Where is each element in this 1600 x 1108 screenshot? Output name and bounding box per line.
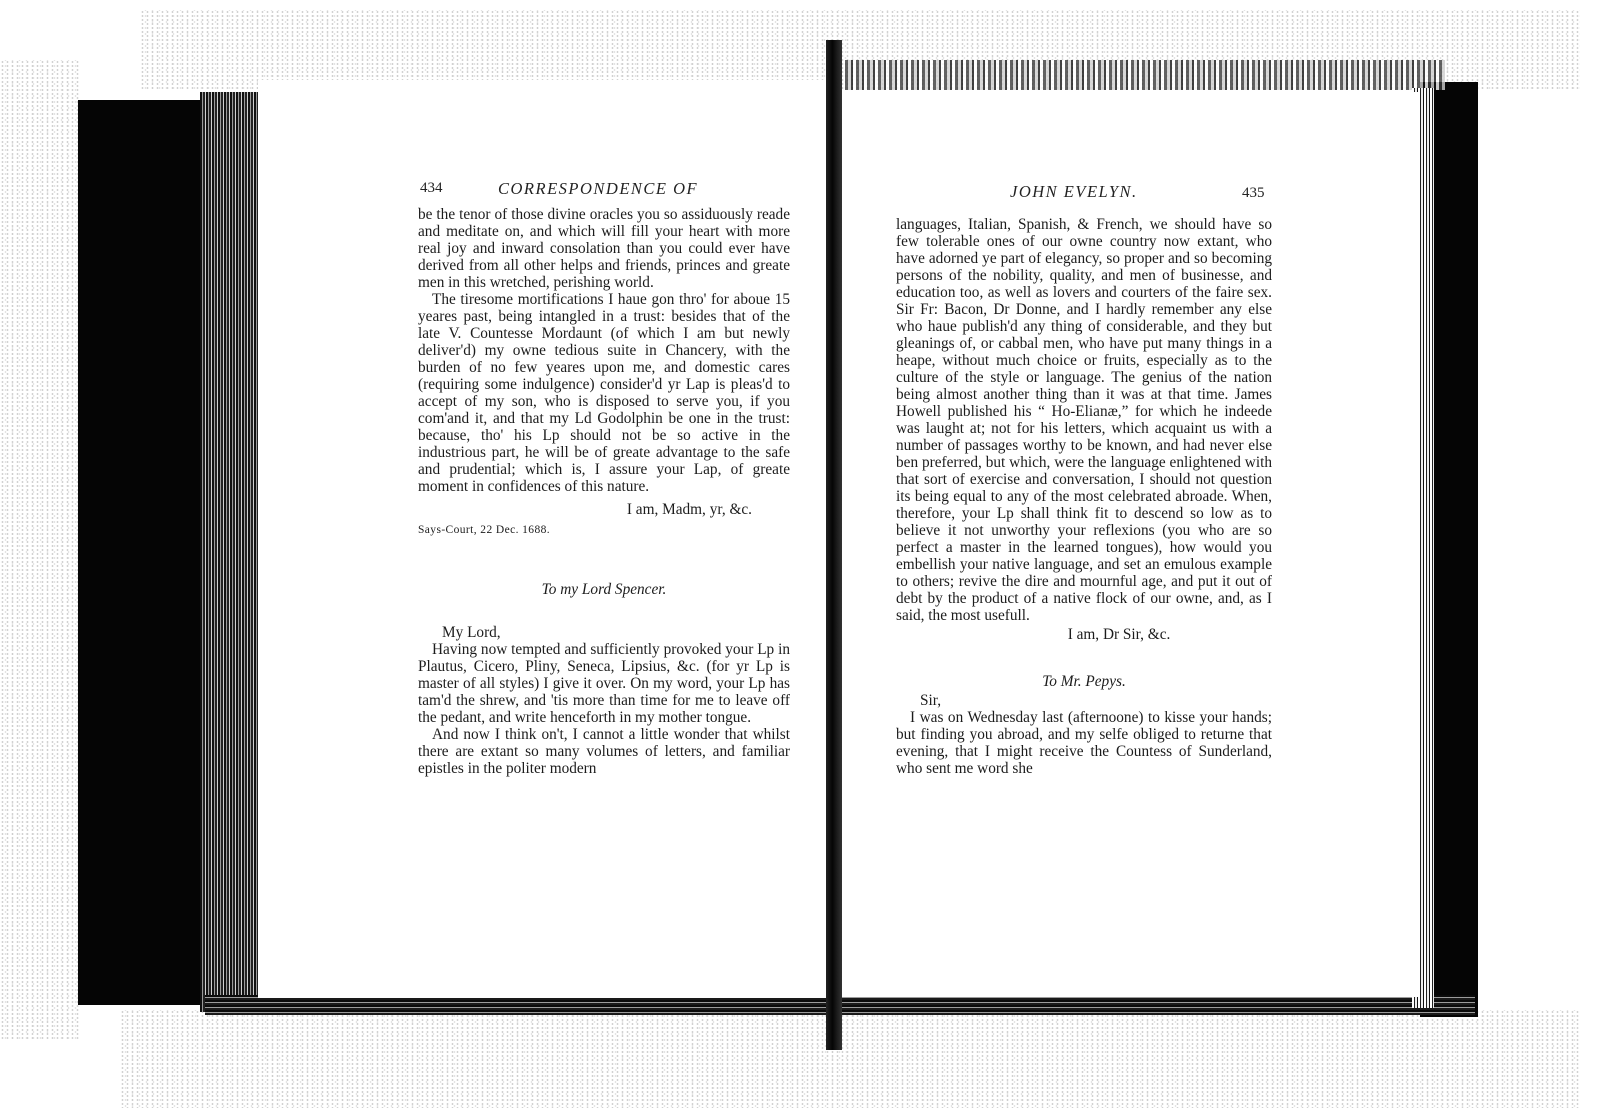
right-paragraph-1: languages, Italian, Spanish, & French, we should have so few tolerable ones of our owne country now extant, who have adorned ye part of elegancy, so proper and so becoming persons of the nobility, quality, and men of businesse, and education too, as well as lovers and courters of the faire sex. Sir Fr: Bacon, Dr Donne, and I hardly remember any else who haue publish'd any thing of considerable, and they but gleanings of, or cabbal men, who have put many things in a heape, without much choice or fruits, especially as to the culture of the style or language. The genius of the nation being almost another thing than it was at that time. James Howell published his “ Ho-Elianæ,” for which he indeede was laught at; not for his letters, which acquaint us with a number of passages worthy to be known, and had never else ben preferred, but which, were the language enlightened with that sort of exercise and conversation, I should not question its being equal to any of the most celebrated abroade. When, therefore, your Lp shall think fit to descend so low as to believe it not unworthy your reflexions (you who are so perfect a master in the learned tongues), how would you embellish your native language, and set an emulous example to others; revive the dire and mournful age, and put it out of debt by the product of a native flock of our owne, and, as I said, the most usefull. <box>896 216 1272 624</box>
left-paragraph-4: And now I think on't, I cannot a little wonder that whilst there are extant so many volumes of letters, and familiar epistles in the politer modern <box>418 726 790 777</box>
left-paragraph-3: Having now tempted and sufficiently provoked your Lp in Plautus, Cicero, Pliny, Seneca, Lipsius, &c. (for yr Lp is master of all styles) I give it over. On my word, your Lp has tam'd the shrew, and 'tis more than time for me to leave off the pedant, and write henceforth in my mother tongue. <box>418 641 790 726</box>
left-closing: I am, Madm, yr, &c. <box>626 501 752 518</box>
scan-noise-bottom <box>120 1010 1580 1108</box>
right-salutation: Sir, <box>920 692 942 709</box>
left-running-head: CORRESPONDENCE OF <box>498 179 699 198</box>
left-paragraph-1: be the tenor of those divine oracles you so assiduously reade and meditate on, and which will fill your heart with more real joy and inward consolation than you could ever have derived from all other helps and friends, princes and greate men in this wretched, perishing world. <box>418 206 790 291</box>
left-page <box>258 80 832 998</box>
right-closing: I am, Dr Sir, &c. <box>1067 626 1171 643</box>
right-paragraph-2: I was on Wednesday last (afternoone) to kisse your hands; but finding you abroad, and my selfe obliged to returne that evening, that I might receive the Countess of Sunderland, who sent me word she <box>896 709 1272 777</box>
right-page <box>838 92 1420 997</box>
left-dateline: Says-Court, 22 Dec. 1688. <box>418 524 551 536</box>
top-page-edges <box>845 60 1445 90</box>
left-salutation: My Lord, <box>442 624 501 641</box>
right-text-block <box>896 216 1272 777</box>
right-page-number: 435 <box>1242 185 1265 201</box>
left-page-number: 434 <box>420 180 443 196</box>
scan-noise-left <box>0 60 80 1040</box>
right-running-head: JOHN EVELYN. <box>1010 182 1138 201</box>
right-letter-heading: To Mr. Pepys. <box>1042 673 1126 690</box>
left-letter-heading: To my Lord Spencer. <box>541 581 667 598</box>
book-gutter <box>826 40 842 1050</box>
left-paragraph-2: The tiresome mortifications I haue gon thro' for aboue 15 yeares past, being intangled in a trust: besides that of the late V. Countesse Mordaunt (of which I am but newly deliver'd) my owne tedious suite in Chancery, with the burden of no few yeares upon me, and domestic cares (requiring some indulgence) consider'd yr Lap is pleas'd to accept of my son, who is disposed to serve you, if you com'and it, and that my Ld Godolphin be one in the trust: because, tho' his Lp should not be so active in the industrious part, he will be of greate advantage to the safe and prudential; which is, I assure your Lap, of greate moment in confidences of this nature. <box>418 291 790 495</box>
left-text-block <box>418 206 790 777</box>
